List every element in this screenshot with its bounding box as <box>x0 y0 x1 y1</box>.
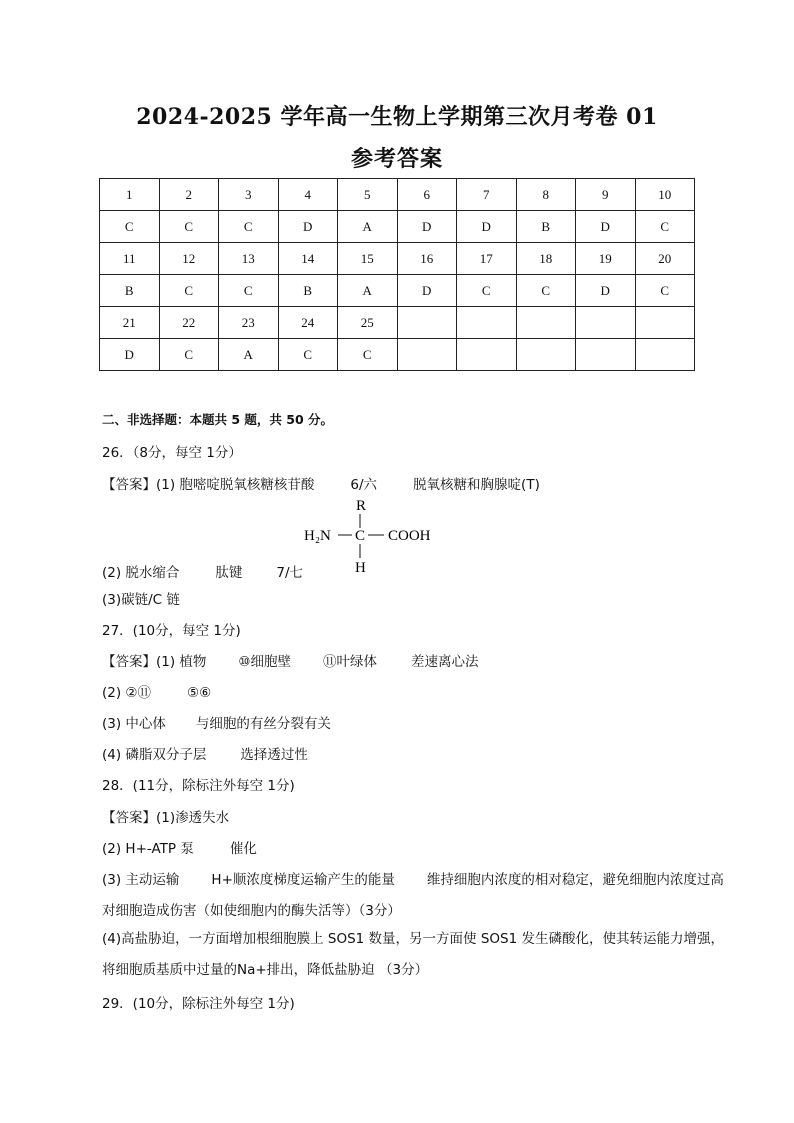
table-cell <box>457 339 517 371</box>
q26-answer-1 <box>102 473 540 493</box>
table-cell: D <box>278 211 338 243</box>
table-cell: C <box>457 275 517 307</box>
table-cell: C <box>159 211 219 243</box>
table-cell: 17 <box>457 243 517 275</box>
table-cell: B <box>278 275 338 307</box>
table-cell: C <box>159 339 219 371</box>
table-cell: C <box>100 211 160 243</box>
table-cell: 13 <box>219 243 279 275</box>
table-cell: 5 <box>338 179 398 211</box>
table-cell <box>576 339 636 371</box>
structure-right-label: COOH <box>388 528 431 544</box>
table-cell: 9 <box>576 179 636 211</box>
q28-answer-1: 【答案】(1)渗透失水 <box>102 810 230 826</box>
q26-answer-3: (3)碳链/C 链 <box>102 592 180 608</box>
q28-answer-2 <box>102 837 257 857</box>
q27-answer-1a: 【答案】(1) 植物 <box>102 654 207 670</box>
structure-top-label: R <box>356 498 367 514</box>
table-cell: D <box>576 275 636 307</box>
q26-header: 26．（8分，每空 1分） <box>102 445 242 461</box>
q26-answer-1a: 【答案】(1) 胞嘧啶脱氧核糖核苷酸 <box>102 477 315 493</box>
table-cell: D <box>100 339 160 371</box>
q29-header: 29．(10分，除标注外每空 1分) <box>102 996 295 1012</box>
table-cell: C <box>635 275 695 307</box>
q27-answer-1b: ⑩细胞壁 <box>238 654 292 670</box>
answer-table <box>99 178 695 371</box>
q26-answer-2b: 肽键 <box>215 565 243 581</box>
q27-header: 27．(10分，每空 1分) <box>102 623 241 639</box>
table-cell: 15 <box>338 243 398 275</box>
table-cell: 21 <box>100 307 160 339</box>
table-cell <box>516 307 576 339</box>
table-cell: 6 <box>397 179 457 211</box>
q27-answer-1c: ⑪叶绿体 <box>323 654 378 670</box>
structure-bottom-label: H <box>355 560 366 574</box>
table-cell: B <box>100 275 160 307</box>
q26-answer-2a: (2) 脱水缩合 <box>102 565 180 581</box>
table-cell <box>397 339 457 371</box>
table-row <box>100 275 695 307</box>
table-cell: A <box>338 211 398 243</box>
table-row <box>100 211 695 243</box>
table-cell: B <box>516 211 576 243</box>
page-title: 2024-2025 学年高一生物上学期第三次月考卷 01 <box>136 104 658 130</box>
table-cell: C <box>635 211 695 243</box>
table-cell: D <box>397 211 457 243</box>
table-cell: D <box>457 211 517 243</box>
q26-answer-1c: 脱氧核糖和胸腺啶(T) <box>413 477 540 493</box>
table-row <box>100 339 695 371</box>
section-heading: 二、非选择题：本题共 5 题，共 50 分。 <box>102 412 334 427</box>
q27-answer-4a: (4) 磷脂双分子层 <box>102 747 207 763</box>
q27-answer-4 <box>102 743 308 763</box>
q27-answer-2a: (2) ②⑪ <box>102 685 152 701</box>
table-row <box>100 243 695 275</box>
page-subtitle: 参考答案 <box>350 146 443 172</box>
table-row <box>100 307 695 339</box>
q27-answer-3 <box>102 712 331 732</box>
q27-answer-3b: 与细胞的有丝分裂有关 <box>195 716 331 732</box>
table-cell: 20 <box>635 243 695 275</box>
table-cell: 1 <box>100 179 160 211</box>
q28-header: 28．(11分，除标注外每空 1分) <box>102 778 295 794</box>
q27-answer-4b: 选择透过性 <box>240 747 308 763</box>
q28-answer-3b: H+顺浓度梯度运输产生的能量 <box>211 872 395 888</box>
table-cell: C <box>159 275 219 307</box>
table-cell: D <box>397 275 457 307</box>
q26-answer-1b: 6/六 <box>350 477 378 493</box>
table-cell: 22 <box>159 307 219 339</box>
q27-answer-1 <box>102 650 479 670</box>
q28-answer-4: (4)高盐胁迫，一方面增加根细胞膜上 SOS1 数量，另一方面使 SOS1 发生磷酸化，使其转运能力增强，将细胞质基质中过量的Na+排出，降低盐胁迫 （3分） <box>102 931 724 978</box>
table-cell: 16 <box>397 243 457 275</box>
table-cell: 23 <box>219 307 279 339</box>
q27-answer-3a: (3) 中心体 <box>102 716 166 732</box>
table-cell: C <box>516 275 576 307</box>
q28-answer-3a: (3) 主动运输 <box>102 872 180 888</box>
table-cell: A <box>219 339 279 371</box>
table-cell: 24 <box>278 307 338 339</box>
table-cell: 10 <box>635 179 695 211</box>
table-cell: 3 <box>219 179 279 211</box>
q28-answer-2a: (2) H+-ATP 泵 <box>102 841 194 857</box>
table-row <box>100 179 695 211</box>
q27-answer-1d: 差速离心法 <box>411 654 479 670</box>
q26-answer-2c: 7/七 <box>276 565 304 581</box>
table-cell: C <box>219 275 279 307</box>
table-cell: A <box>338 275 398 307</box>
q28-answer-3 <box>102 868 724 888</box>
q28-answer-3c: 维持细胞内浓度的相对稳定，避免细胞内浓度过高 <box>426 872 724 888</box>
structure-center-label: C <box>355 528 366 544</box>
table-cell: C <box>219 211 279 243</box>
q27-answer-2 <box>102 681 211 701</box>
table-cell: 2 <box>159 179 219 211</box>
table-cell: 18 <box>516 243 576 275</box>
table-cell <box>457 307 517 339</box>
table-cell: 4 <box>278 179 338 211</box>
table-cell <box>635 339 695 371</box>
table-cell <box>576 307 636 339</box>
table-cell: D <box>576 211 636 243</box>
q27-answer-2b: ⑤⑥ <box>187 685 212 701</box>
table-cell: 19 <box>576 243 636 275</box>
table-cell: 11 <box>100 243 160 275</box>
table-cell: 25 <box>338 307 398 339</box>
q28-answer-3-cont: 对细胞造成伤害（如使细胞内的酶失活等）（3分） <box>102 903 401 919</box>
q28-answer-2b: 催化 <box>229 841 257 857</box>
table-cell: 7 <box>457 179 517 211</box>
table-cell: 12 <box>159 243 219 275</box>
table-cell: 8 <box>516 179 576 211</box>
table-cell: C <box>338 339 398 371</box>
amino-acid-structure <box>300 494 460 574</box>
table-cell <box>516 339 576 371</box>
table-cell <box>635 307 695 339</box>
structure-left-label: H₂N <box>304 528 331 544</box>
q26-answer-2 <box>102 561 303 581</box>
table-cell: 14 <box>278 243 338 275</box>
table-cell: C <box>278 339 338 371</box>
table-cell <box>397 307 457 339</box>
